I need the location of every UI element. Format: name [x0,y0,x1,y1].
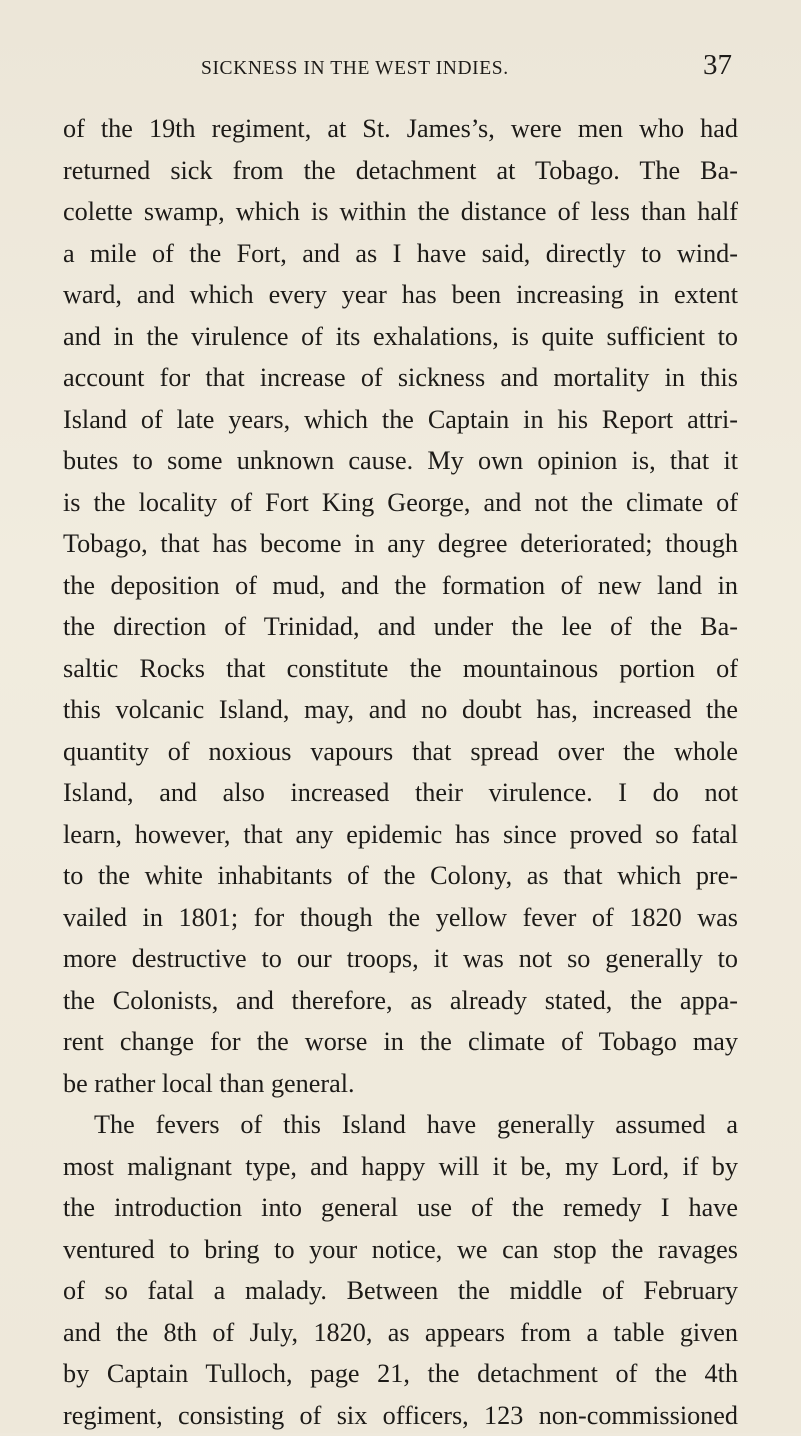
text-line: a mile of the Fort, and as I have said, directly to wind- [63,233,738,275]
text-line: the deposition of mud, and the formation of new land in [63,565,738,607]
text-line: by Captain Tulloch, page 21, the detachment of the 4th [63,1353,738,1395]
running-head [0,58,801,88]
paragraph-end-line: be rather local than general. [63,1063,738,1105]
text-line: saltic Rocks that constitute the mountainous portion of [63,648,738,690]
text-line: account for that increase of sickness and mortality in this [63,357,738,399]
text-line: colette swamp, which is within the distance of less than half [63,191,738,233]
body-text [63,108,738,1436]
text-line: Tobago, that has become in any degree deteriorated; though [63,523,738,565]
text-line: more destructive to our troops, it was not so generally to [63,938,738,980]
text-line: of so fatal a malady. Between the middle of February [63,1270,738,1312]
text-line: learn, however, that any epidemic has since proved so fatal [63,814,738,856]
text-line: most malignant type, and happy will it be, my Lord, if by [63,1146,738,1188]
text-line: Island of late years, which the Captain in his Report attri- [63,399,738,441]
page-number: 37 [703,49,732,82]
text-line: the introduction into general use of the remedy I have [63,1187,738,1229]
text-line: the Colonists, and therefore, as already stated, the appa- [63,980,738,1022]
paragraph-start-line: The fevers of this Island have generally assumed a [63,1104,738,1146]
text-line: is the locality of Fort King George, and not the climate of [63,482,738,524]
text-line: butes to some unknown cause. My own opinion is, that it [63,440,738,482]
text-line: this volcanic Island, may, and no doubt has, increased the [63,689,738,731]
text-line: to the white inhabitants of the Colony, as that which pre- [63,855,738,897]
text-line: of the 19th regiment, at St. James’s, were men who had [63,108,738,150]
text-line: and in the virulence of its exhalations, is quite sufficient to [63,316,738,358]
text-line: ventured to bring to your notice, we can stop the ravages [63,1229,738,1271]
text-line: Island, and also increased their virulence. I do not [63,772,738,814]
text-line: and the 8th of July, 1820, as appears from a table given [63,1312,738,1354]
text-line: ward, and which every year has been increasing in extent [63,274,738,316]
text-line: rent change for the worse in the climate of Tobago may [63,1021,738,1063]
text-line: the direction of Trinidad, and under the lee of the Ba- [63,606,738,648]
text-line: quantity of noxious vapours that spread over the whole [63,731,738,773]
text-line: regiment, consisting of six officers, 123 non-commissioned [63,1395,738,1436]
text-line: vailed in 1801; for though the yellow fever of 1820 was [63,897,738,939]
running-title: SICKNESS IN THE WEST INDIES. [201,58,509,80]
text-line: returned sick from the detachment at Tobago. The Ba- [63,150,738,192]
